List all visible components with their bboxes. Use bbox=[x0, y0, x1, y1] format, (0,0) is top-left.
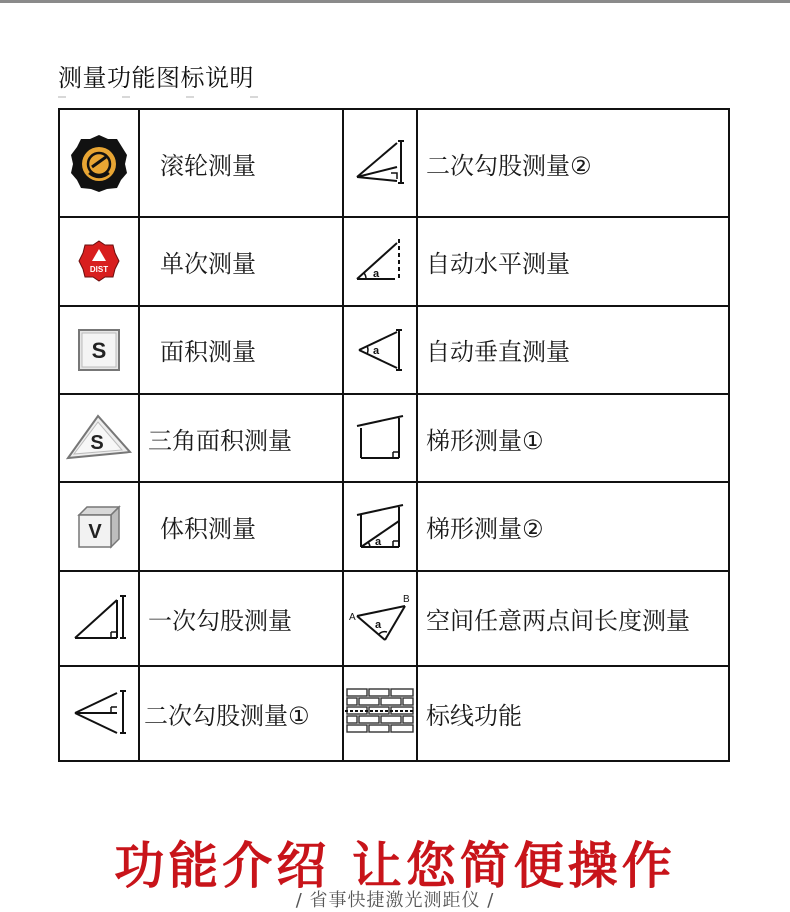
double-pythagorean-2-icon bbox=[343, 109, 417, 217]
table-row bbox=[59, 109, 729, 217]
single-measure-icon bbox=[59, 217, 139, 305]
table-row bbox=[59, 217, 729, 305]
icon-text: a bbox=[375, 535, 382, 548]
trapezoid-2-icon bbox=[343, 482, 417, 570]
icon-text: DIST bbox=[89, 265, 109, 275]
function-label: 自动水平测量 bbox=[426, 249, 570, 278]
volume-icon bbox=[59, 482, 139, 570]
top-rule bbox=[0, 0, 790, 3]
icon-text: S bbox=[90, 432, 104, 455]
double-pythagorean-1-icon bbox=[59, 666, 139, 761]
icon-text: V bbox=[88, 520, 102, 543]
function-label: 空间任意两点间长度测量 bbox=[426, 606, 690, 635]
function-label: 自动垂直测量 bbox=[426, 338, 570, 367]
function-label: 二次勾股测量① bbox=[144, 701, 310, 730]
function-label: 体积测量 bbox=[160, 515, 256, 544]
single-pythagorean-icon bbox=[59, 571, 139, 666]
table-row bbox=[59, 306, 729, 394]
function-label: 梯形测量① bbox=[426, 426, 544, 455]
icon-text: a bbox=[373, 344, 380, 357]
slogan: 功能介绍 让您简便操作 bbox=[114, 836, 676, 895]
table-row bbox=[59, 394, 729, 482]
table-row bbox=[59, 571, 729, 666]
triangle-area-icon bbox=[59, 394, 139, 482]
icon-text: a bbox=[375, 619, 382, 632]
function-icon-table bbox=[58, 108, 730, 762]
table-row bbox=[59, 482, 729, 570]
function-label: 标线功能 bbox=[426, 701, 522, 730]
icon-text: B bbox=[403, 594, 410, 606]
two-point-distance-icon bbox=[343, 571, 417, 666]
slogan-subtitle: / 省事快捷激光测距仪 / bbox=[295, 890, 495, 911]
trapezoid-1-icon bbox=[343, 394, 417, 482]
function-label: 梯形测量② bbox=[426, 515, 544, 544]
function-label: 单次测量 bbox=[160, 249, 256, 278]
icon-text: S bbox=[91, 337, 107, 363]
function-label: 一次勾股测量 bbox=[148, 606, 292, 635]
function-label: 面积测量 bbox=[160, 338, 256, 367]
line-marking-icon bbox=[343, 666, 417, 761]
roller-wheel-icon bbox=[59, 109, 139, 217]
icon-text: A bbox=[349, 612, 356, 624]
auto-vertical-icon bbox=[343, 306, 417, 394]
icon-text: a bbox=[373, 268, 380, 281]
auto-horizontal-icon bbox=[343, 217, 417, 305]
section-title: 测量功能图标说明 bbox=[58, 64, 254, 92]
function-label: 二次勾股测量② bbox=[426, 151, 592, 180]
area-icon bbox=[59, 306, 139, 394]
title-underline bbox=[58, 96, 298, 98]
table-row bbox=[59, 666, 729, 761]
function-label: 三角面积测量 bbox=[148, 426, 292, 455]
function-label: 滚轮测量 bbox=[160, 151, 256, 180]
